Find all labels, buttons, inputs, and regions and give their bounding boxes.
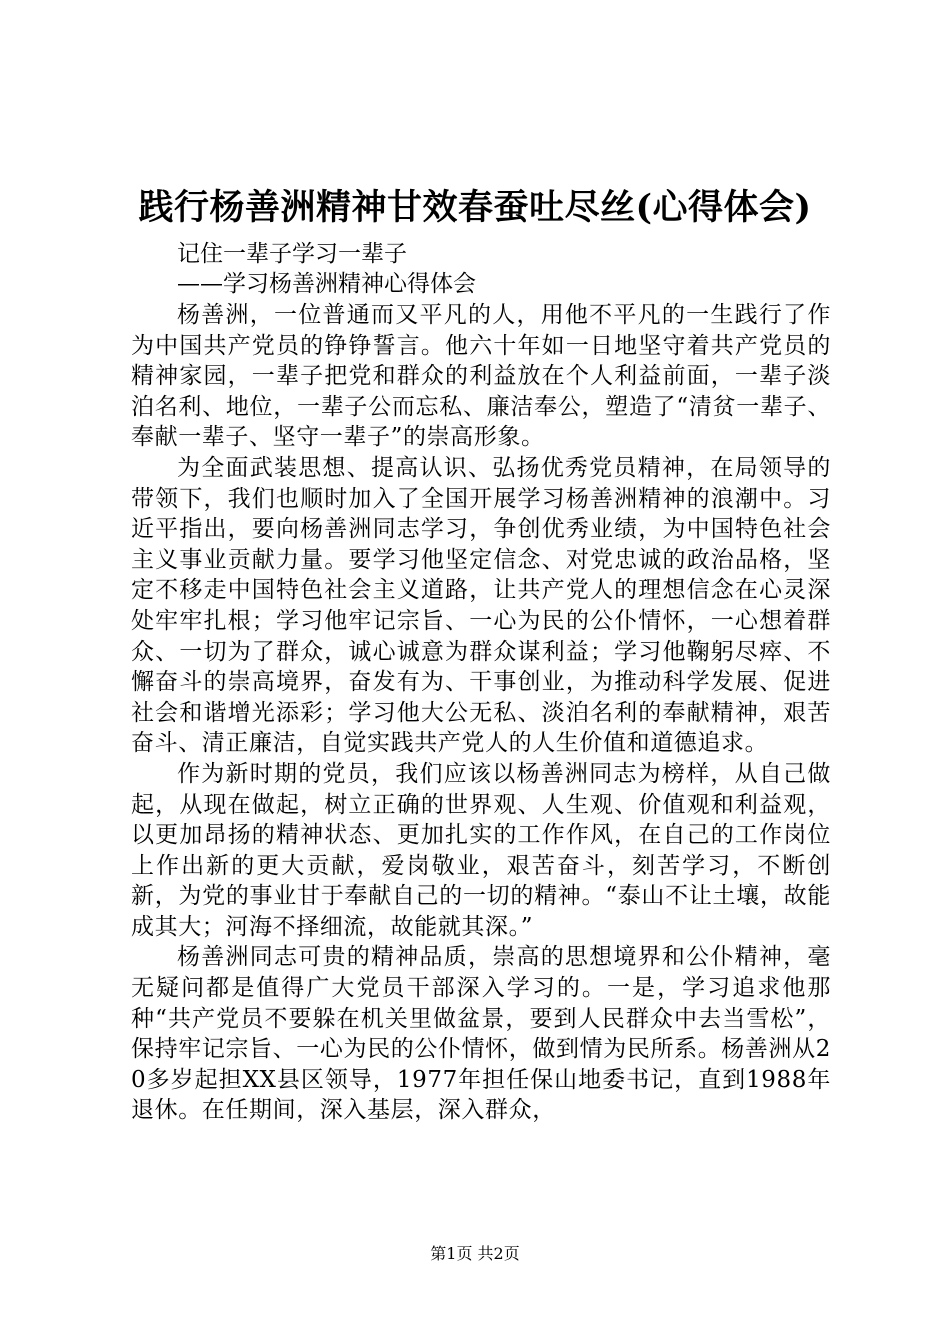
paragraph-1: 杨善洲，一位普通而又平凡的人，用他不平凡的一生践行了作为中国共产党员的铮铮誓言。他六十年如一日地坚守着共产党员的精神家园，一辈子把党和群众的利益放在个人利益前面，一辈子淡泊名利、地位，一辈子公而忘私、廉洁奉公，塑造了“清贫一辈子、奉献一辈子、坚守一辈子”的崇高形象。 [131,302,831,451]
subtitle-line-1: 记住一辈子学习一辈子 [177,241,407,267]
paragraph-2: 为全面武装思想、提高认识、弘扬优秀党员精神，在局领导的带领下，我们也顺时加入了全国开展学习杨善洲精神的浪潮中。习近平指出，要向杨善洲同志学习，争创优秀业绩，为中国特色社会主义事业贡献力量。要学习他坚定信念、对党忠诚的政治品格，坚定不移走中国特色社会主义道路，让共产党人的理想信念在心灵深处牢牢扎根；学习他牢记宗旨、一心为民的公仆情怀，一心想着群众、一切为了群众，诚心诚意为群众谋利益；学习他鞠躬尽瘁、不懈奋斗的崇高境界，奋发有为、干事创业，为推动科学发展、促进社会和谐增光添彩；学习他大公无私、淡泊名利的奉献精神，艰苦奋斗、清正廉洁，自觉实践共产党人的人生价值和道德追求。 [131,454,831,757]
document-title: 践行杨善洲精神甘效春蚕吐尽丝(心得体会) [138,187,812,228]
subtitle-line-2: ——学习杨善洲精神心得体会 [177,271,476,297]
paragraph-4: 杨善洲同志可贵的精神品质，崇高的思想境界和公仆精神，毫无疑问都是值得广大党员干部深入学习的。一是，学习追求他那种“共产党员不要躲在机关里做盆景，要到人民群众中去当雪松”，保持牢记宗旨、一心为民的公仆情怀，做到情为民所系。杨善洲从20多岁起担XX县区领导，1977年担任保山地委书记，直到1988年退休。在任期间，深入基层，深入群众， [131,944,831,1124]
document-body [131,300,831,1126]
page-footer: 第1页 共2页 [430,1244,520,1263]
paragraph-3: 作为新时期的党员，我们应该以杨善洲同志为榜样，从自己做起，从现在做起，树立正确的世界观、人生观、价值观和利益观，以更加昂扬的精神状态、更加扎实的工作作风，在自己的工作岗位上作出新的更大贡献，爱岗敬业，艰苦奋斗，刻苦学习，不断创新，为党的事业甘于奉献自己的一切的精神。“泰山不让土壤，故能成其大；河海不择细流，故能就其深。” [131,760,831,940]
